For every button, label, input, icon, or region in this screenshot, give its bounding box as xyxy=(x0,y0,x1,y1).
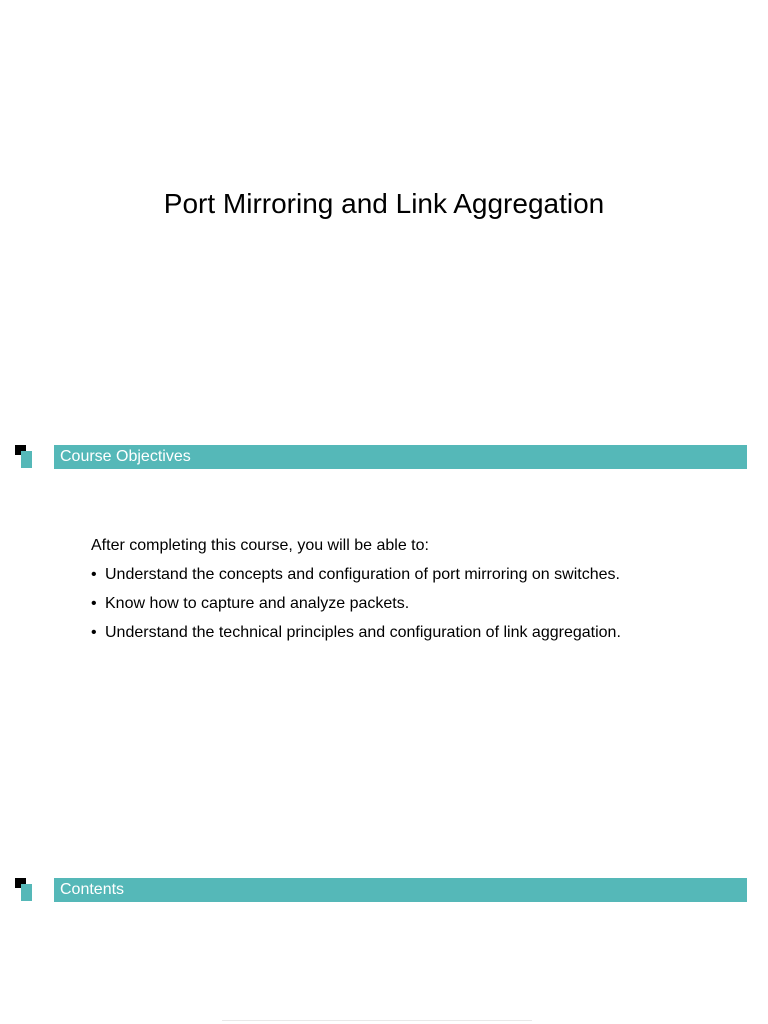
section-marker-icon xyxy=(15,445,35,469)
section-marker-icon xyxy=(15,878,35,902)
list-item xyxy=(91,592,751,616)
bullet-icon: • xyxy=(91,566,97,583)
bullet-icon: • xyxy=(91,595,97,612)
list-item-text: Understand the concepts and configuration of port mirroring on switches. xyxy=(105,566,620,583)
objectives-list xyxy=(91,563,751,645)
course-objectives-header: Course Objectives xyxy=(54,445,747,469)
objectives-intro: After completing this course, you will be able to: xyxy=(91,537,429,554)
bullet-icon: • xyxy=(91,624,97,641)
list-item-text: Understand the technical principles and configuration of link aggregation. xyxy=(105,624,621,641)
marker-teal-square xyxy=(21,451,32,468)
marker-teal-square xyxy=(21,884,32,901)
course-objectives-body xyxy=(91,534,751,650)
bottom-divider xyxy=(222,1020,532,1021)
contents-header: Contents xyxy=(54,878,747,902)
page-title: Port Mirroring and Link Aggregation xyxy=(163,188,605,219)
list-item xyxy=(91,563,751,587)
list-item xyxy=(91,621,751,645)
list-item-text: Know how to capture and analyze packets. xyxy=(105,595,410,612)
